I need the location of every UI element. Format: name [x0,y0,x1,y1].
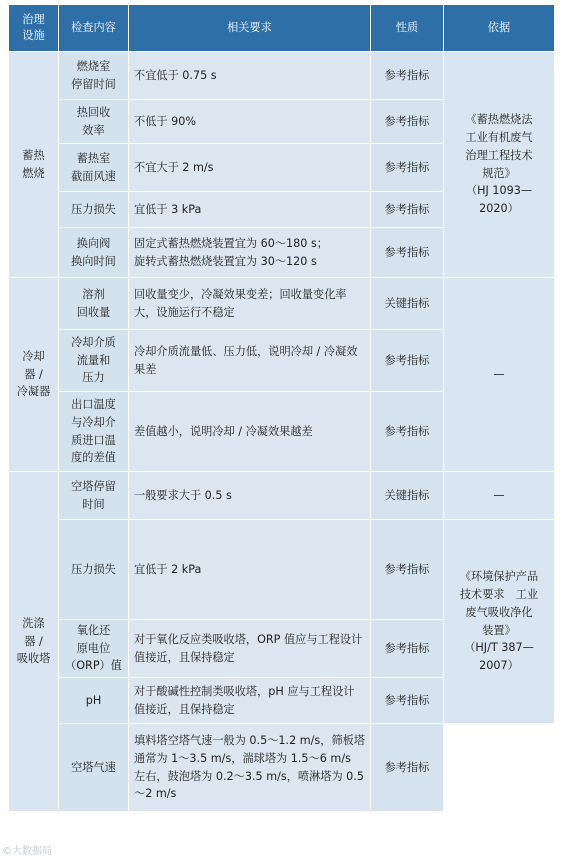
facility-cell: 蓄热 燃烧 [9,52,59,278]
basis-cell: 《环境保护产品 技术要求 工业 废气吸收净化 装置》 （HJ/T 387—2007） [444,520,555,724]
inspection-item-cell: 氧化还 原电位 （ORP）值 [59,620,129,678]
requirement-cell: 对于酸碱性控制类吸收塔，pH 应与工程设计值接近，且保持稳定 [129,678,371,724]
requirement-cell: 回收量变少，冷凝效果变差；回收量变化率大，设施运行不稳定 [129,278,371,330]
property-cell: 参考指标 [371,392,444,472]
property-cell: 参考指标 [371,228,444,278]
header-property: 性质 [371,5,444,52]
requirement-cell: 填料塔空塔气速一般为 0.5～1.2 m/s，筛板塔通常为 1～3.5 m/s，湍球塔为 1.5～6 m/s 左右，鼓泡塔为 0.2～3.5 m/s，喷淋塔为 0.5～2 m/s [129,724,371,812]
inspection-item-cell: 热回收 效率 [59,100,129,144]
property-cell: 参考指标 [371,330,444,392]
inspection-item-cell: 蓄热室 截面风速 [59,144,129,192]
inspection-table [8,4,555,812]
property-cell: 参考指标 [371,100,444,144]
inspection-item-cell: 冷却介质 流量和 压力 [59,330,129,392]
table-row [9,520,555,620]
property-cell: 参考指标 [371,724,444,812]
requirement-cell: 宜低于 3 kPa [129,192,371,228]
property-cell: 参考指标 [371,144,444,192]
table-body [9,52,555,812]
inspection-item-cell: 溶剂 回收量 [59,278,129,330]
property-cell: 参考指标 [371,678,444,724]
facility-cell: 冷却 器 / 冷凝器 [9,278,59,472]
header-basis: 依据 [444,5,555,52]
inspection-item-cell: 燃烧室 停留时间 [59,52,129,100]
requirement-cell: 一般要求大于 0.5 s [129,472,371,520]
property-cell: 关键指标 [371,472,444,520]
table-row [9,724,555,812]
property-cell: 参考指标 [371,620,444,678]
requirement-cell: 对于氧化反应类吸收塔，ORP 值应与工程设计值接近，且保持稳定 [129,620,371,678]
table-row [9,472,555,520]
inspection-item-cell: 空塔停留 时间 [59,472,129,520]
requirement-cell: 差值越小，说明冷却 / 冷凝效果越差 [129,392,371,472]
watermark: ©大数据局 [2,846,52,857]
inspection-item-cell: 出口温度 与冷却介 质进口温 度的差值 [59,392,129,472]
table-header-row [9,5,555,52]
basis-cell: 《蓄热燃烧法 工业有机废气 治理工程技术 规范》 （HJ 1093—2020） [444,52,555,278]
header-facility: 治理 设施 [9,5,59,52]
property-cell: 参考指标 [371,520,444,620]
property-cell: 参考指标 [371,52,444,100]
property-cell: 关键指标 [371,278,444,330]
requirement-cell: 固定式蓄热燃烧装置宜为 60～180 s； 旋转式蓄热燃烧装置宜为 30～120 s [129,228,371,278]
table-row [9,278,555,330]
header-requirement: 相关要求 [129,5,371,52]
inspection-item-cell: 压力损失 [59,192,129,228]
inspection-item-cell: 换向阀 换向时间 [59,228,129,278]
requirement-cell: 不低于 90% [129,100,371,144]
inspection-item-cell: 压力损失 [59,520,129,620]
property-cell: 参考指标 [371,192,444,228]
table-row [9,52,555,100]
requirement-cell: 宜低于 2 kPa [129,520,371,620]
basis-cell: — [444,472,555,520]
requirement-cell: 不宜低于 0.75 s [129,52,371,100]
requirement-cell: 冷却介质流量低、压力低，说明冷却 / 冷凝效果差 [129,330,371,392]
basis-cell: — [444,278,555,472]
inspection-item-cell: 空塔气速 [59,724,129,812]
facility-cell: 洗涤 器 / 吸收塔 [9,472,59,812]
inspection-item-cell: pH [59,678,129,724]
requirement-cell: 不宜大于 2 m/s [129,144,371,192]
header-inspection-item: 检查内容 [59,5,129,52]
